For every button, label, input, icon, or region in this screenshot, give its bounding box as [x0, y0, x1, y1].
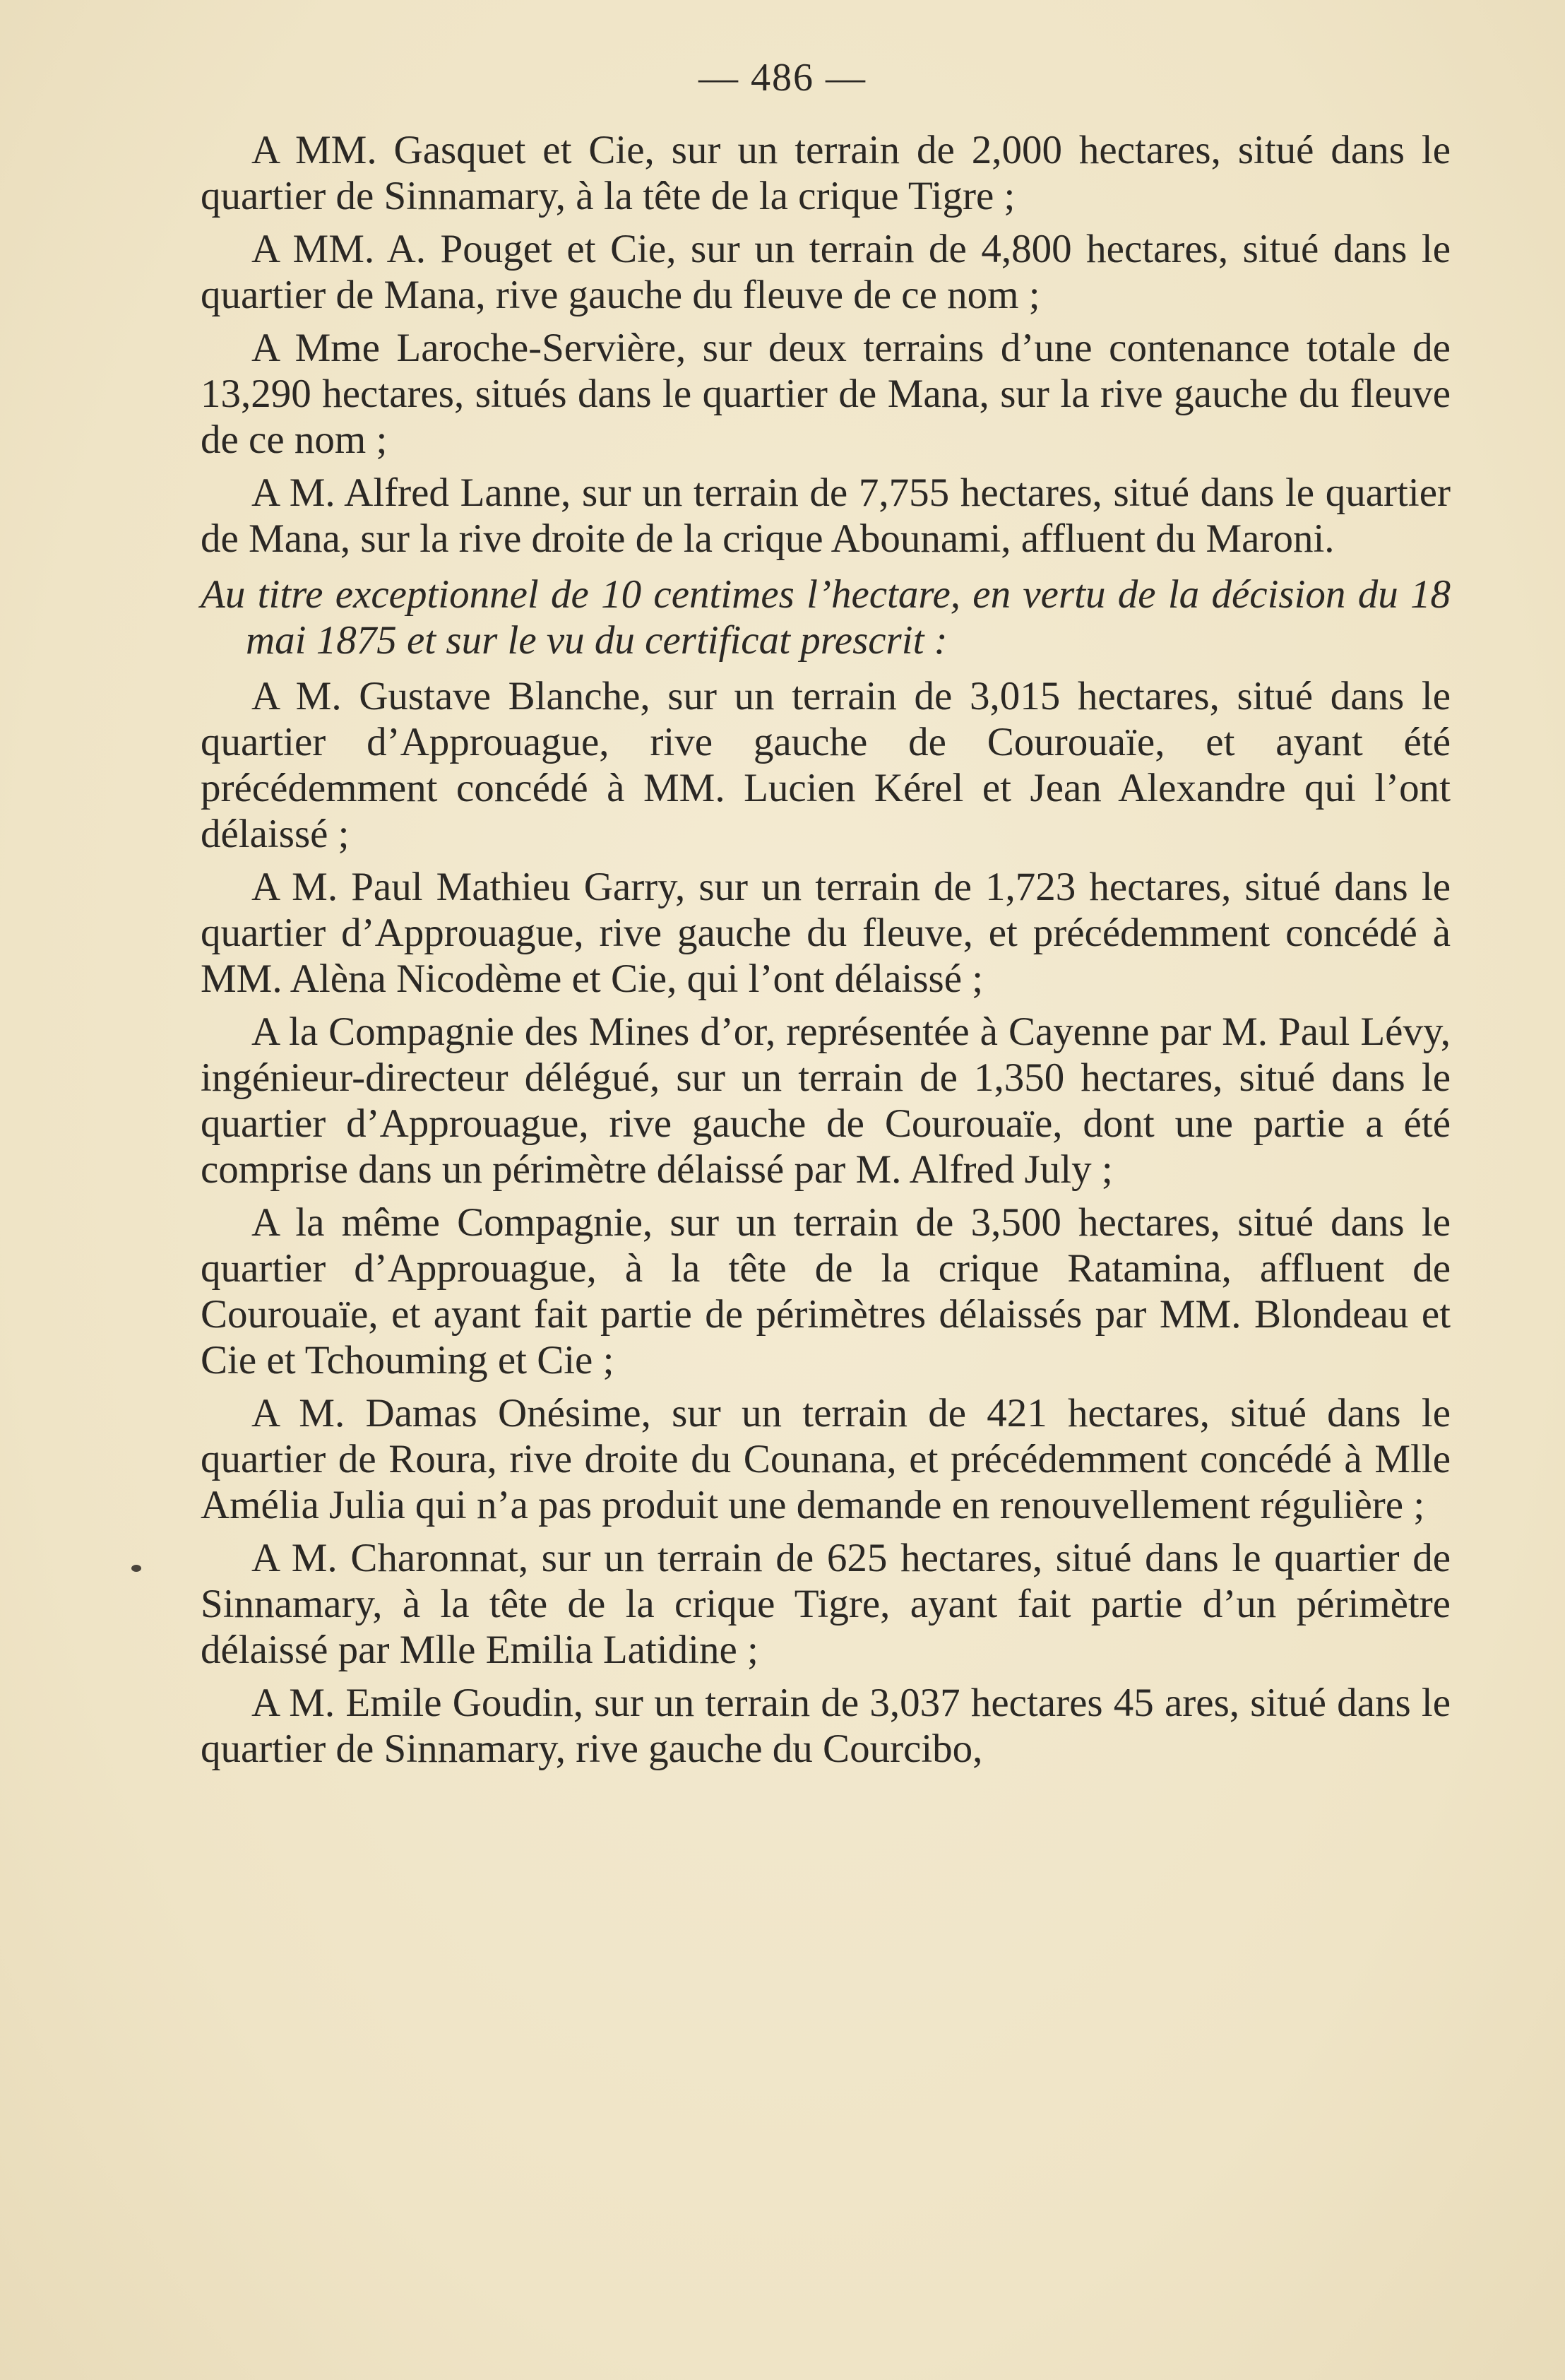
page-number: — 486 — [698, 56, 867, 100]
section-heading-exceptional-title: Au titre exceptionnel de 10 centimes l’hectare, en vertu de la décision du 18 mai 1875 et sur le vu du certificat prescrit : [201, 572, 1451, 663]
paragraph-meme-compagnie: A la même Compagnie, sur un terrain de 3,500 hectares, situé dans le quartier d’Approuague, à la tête de la crique Ratamina, affluent de Courouaïe, et ayant fait partie de périmètres délaissés par MM. Blondeau et Cie et Tchouming et Cie ; [201, 1200, 1451, 1383]
paragraph-damas: A M. Damas Onésime, sur un terrain de 421 hectares, situé dans le quartier de Roura, rive droite du Counana, et précédemment concédé à Mlle Amélia Julia qui n’a pas produit une demande en renouvellement régulière ; [201, 1391, 1451, 1527]
paragraph-pouget: A MM. A. Pouget et Cie, sur un terrain de 4,800 hectares, situé dans le quartier de Mana, rive gauche du fleuve de ce nom ; [201, 227, 1451, 317]
paragraph-garry: A M. Paul Mathieu Garry, sur un terrain de 1,723 hectares, situé dans le quartier d’Approuague, rive gauche du fleuve, et précédemment concédé à MM. Alèna Nicodème et Cie, qui l’ont délaissé ; [201, 865, 1451, 1001]
paragraph-charonnat: A M. Charonnat, sur un terrain de 625 hectares, situé dans le quartier de Sinnamary, à la tête de la crique Tigre, ayant fait partie d’un périmètre délaissé par Mlle Emilia Latidine ; [201, 1536, 1451, 1672]
body-text [201, 127, 1451, 1779]
paragraph-blanche: A M. Gustave Blanche, sur un terrain de 3,015 hectares, situé dans le quartier d’Approuague, rive gauche de Courouaïe, et ayant été précédemment concédé à MM. Lucien Kérel et Jean Alexandre qui l’ont délaissé ; [201, 674, 1451, 856]
ink-dot-mark [131, 1565, 141, 1572]
paragraph-compagnie-mines: A la Compagnie des Mines d’or, représentée à Cayenne par M. Paul Lévy, ingénieur-directeur délégué, sur un terrain de 1,350 hectares, situé dans le quartier d’Approuague, rive gauche de Courouaïe, dont une partie a été comprise dans un périmètre délaissé par M. Alfred July ; [201, 1010, 1451, 1192]
paragraph-lanne: A M. Alfred Lanne, sur un terrain de 7,755 hectares, situé dans le quartier de Mana, sur la rive droite de la crique Abounami, affluent du Maroni. [201, 470, 1451, 561]
paragraph-gasquet: A MM. Gasquet et Cie, sur un terrain de 2,000 hectares, situé dans le quartier de Sinnamary, à la tête de la crique Tigre ; [201, 128, 1451, 218]
paragraph-laroche-serviere: A Mme Laroche-Servière, sur deux terrains d’une contenance totale de 13,290 hectares, situés dans le quartier de Mana, sur la rive gauche du fleuve de ce nom ; [201, 326, 1451, 462]
paragraph-goudin: A M. Emile Goudin, sur un terrain de 3,037 hectares 45 ares, situé dans le quartier de Sinnamary, rive gauche du Courcibo, [201, 1681, 1451, 1771]
